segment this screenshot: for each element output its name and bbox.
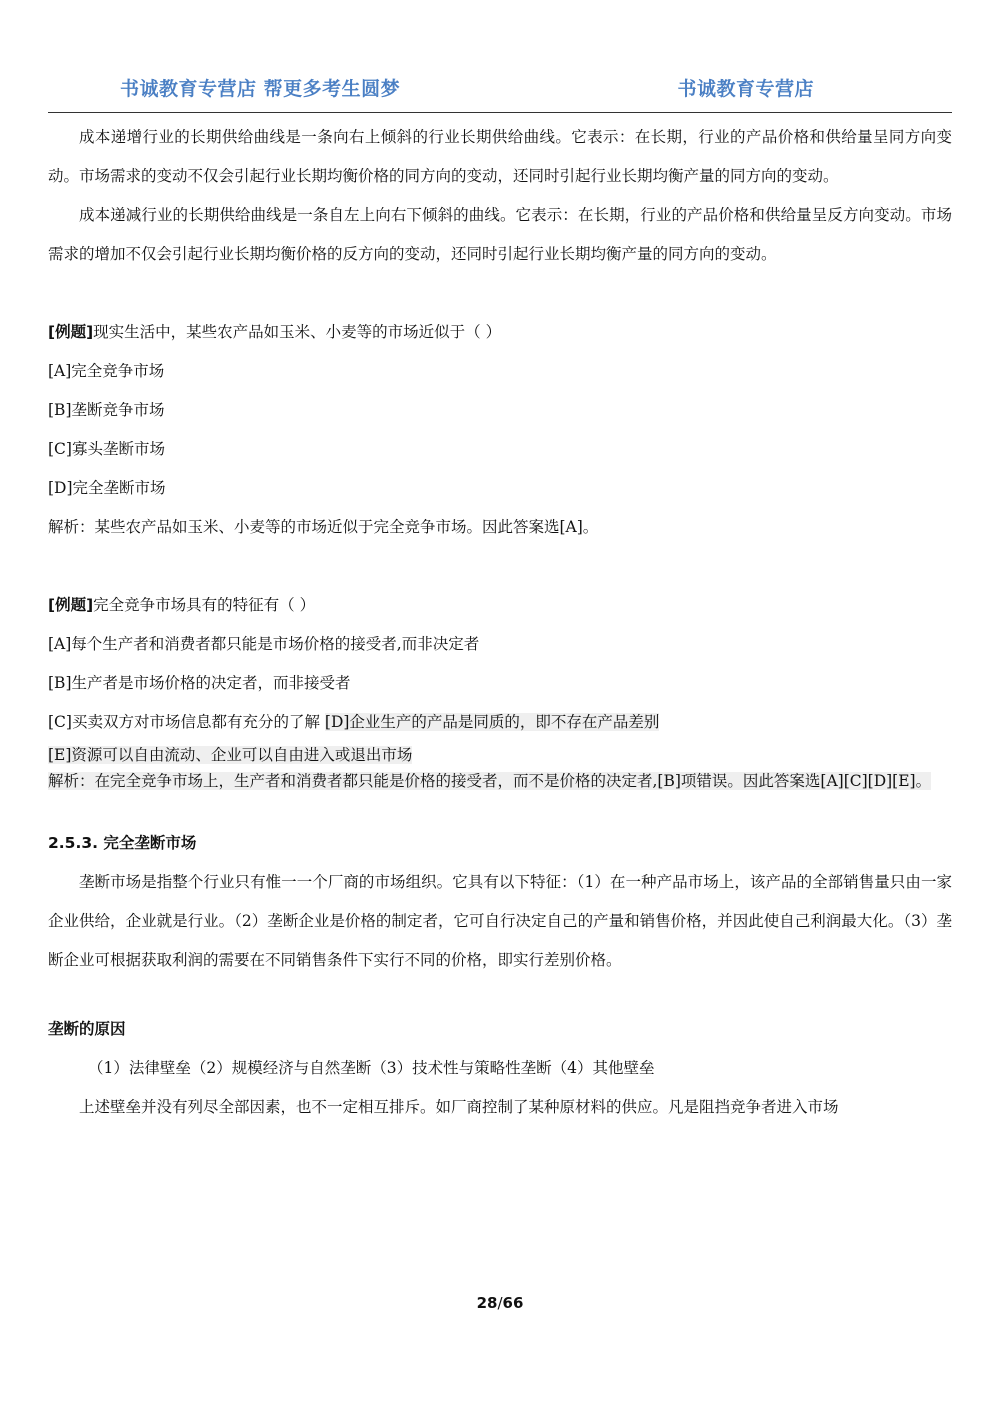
- example2-option-a: [A]每个生产者和消费者都只能是市场价格的接受者,而非决定者: [48, 635, 480, 653]
- spacer: [48, 274, 952, 313]
- spacer: [48, 980, 952, 1010]
- page-current: 28: [476, 1294, 498, 1312]
- example2-option-b: [B]生产者是市场价格的决定者，而非接受者: [48, 674, 351, 692]
- example2-option-d: [D]企业生产的产品是同质的，即不存在产品差别: [324, 713, 660, 731]
- example2-question: [48, 586, 952, 625]
- example1-question-text: 现实生活中，某些农产品如玉米、小麦等的市场近似于（ ）: [93, 323, 502, 341]
- paragraph-decreasing-cost: 成本递减行业的长期供给曲线是一条自左上向右下倾斜的曲线。它表示：在长期，行业的产品价格和供给量呈反方向变动。市场需求的增加不仅会引起行业长期均衡价格的反方向的变动，还同时引起行业长期均衡产量的同方向的变动。: [48, 206, 952, 263]
- paragraph-monopoly-definition: 垄断市场是指整个行业只有惟一一个厂商的市场组织。它具有以下特征：（1）在一种产品市场上，该产品的全部销售量只由一家企业供给，企业就是行业。（2）垄断企业是价格的制定者，它可自行决定自己的产量和销售价格，并因此使自己利润最大化。（3）垄断企业可根据获取利润的需要在不同销售条件下实行不同的价格，即实行差别价格。: [48, 873, 952, 969]
- example1-option-a: [A]完全竞争市场: [48, 362, 165, 380]
- example-tag: [例题]: [48, 596, 94, 614]
- header-right-title: 书诚教育专营店: [677, 78, 814, 100]
- paragraph-barriers: 上述壁垒并没有列尽全部因素，也不一定相互排斥。如厂商控制了某种原材料的供应。凡是阻挡竞争者进入市场: [79, 1098, 839, 1116]
- paragraph-increasing-cost: 成本递增行业的长期供给曲线是一条向右上倾斜的行业长期供给曲线。它表示：在长期，行业的产品价格和供给量呈同方向变动。市场需求的变动不仅会引起行业长期均衡价格的同方向的变动，还同时引起行业长期均衡产量的同方向的变动。: [48, 128, 952, 185]
- example1-option-b: [B]垄断竞争市场: [48, 401, 165, 419]
- header-left-title: 书诚教育专营店 帮更多考生圆梦: [120, 78, 401, 100]
- example1-question: [48, 313, 952, 352]
- example2-option-cd: [48, 703, 952, 742]
- page-separator: /: [497, 1294, 503, 1312]
- example2-analysis: 解析：在完全竞争市场上，生产者和消费者都只能是价格的接受者，而不是价格的决定者,[B]项错误。因此答案选[A][C][D][E]。: [48, 772, 932, 790]
- example2-question-text: 完全竞争市场具有的特征有（ ）: [93, 596, 316, 614]
- example2-analysis-line: [48, 768, 952, 794]
- page-total: 66: [502, 1294, 524, 1312]
- example1-analysis: 解析：某些农产品如玉米、小麦等的市场近似于完全竞争市场。因此答案选[A]。: [48, 518, 599, 536]
- subsection-title: 垄断的原因: [48, 1020, 126, 1038]
- example1-option-c: [C]寡头垄断市场: [48, 440, 165, 458]
- spacer: [48, 547, 952, 586]
- example-tag: [例题]: [48, 323, 94, 341]
- section-title: 2.5.3. 完全垄断市场: [48, 834, 197, 852]
- monopoly-reasons-list: （1）法律壁垒（2）规模经济与自然垄断（3）技术性与策略性垄断（4）其他壁垒: [88, 1059, 655, 1077]
- page-header: [48, 70, 952, 113]
- example2-option-c: [C]买卖双方对市场信息都有充分的了解: [48, 713, 320, 731]
- spacer: [48, 794, 952, 824]
- page-number: [0, 1294, 1000, 1312]
- example2-option-e-line: [48, 742, 952, 768]
- example2-option-e: [E]资源可以自由流动、企业可以自由进入或退出市场: [48, 746, 413, 764]
- page-body: [48, 118, 952, 1127]
- example1-option-d: [D]完全垄断市场: [48, 479, 166, 497]
